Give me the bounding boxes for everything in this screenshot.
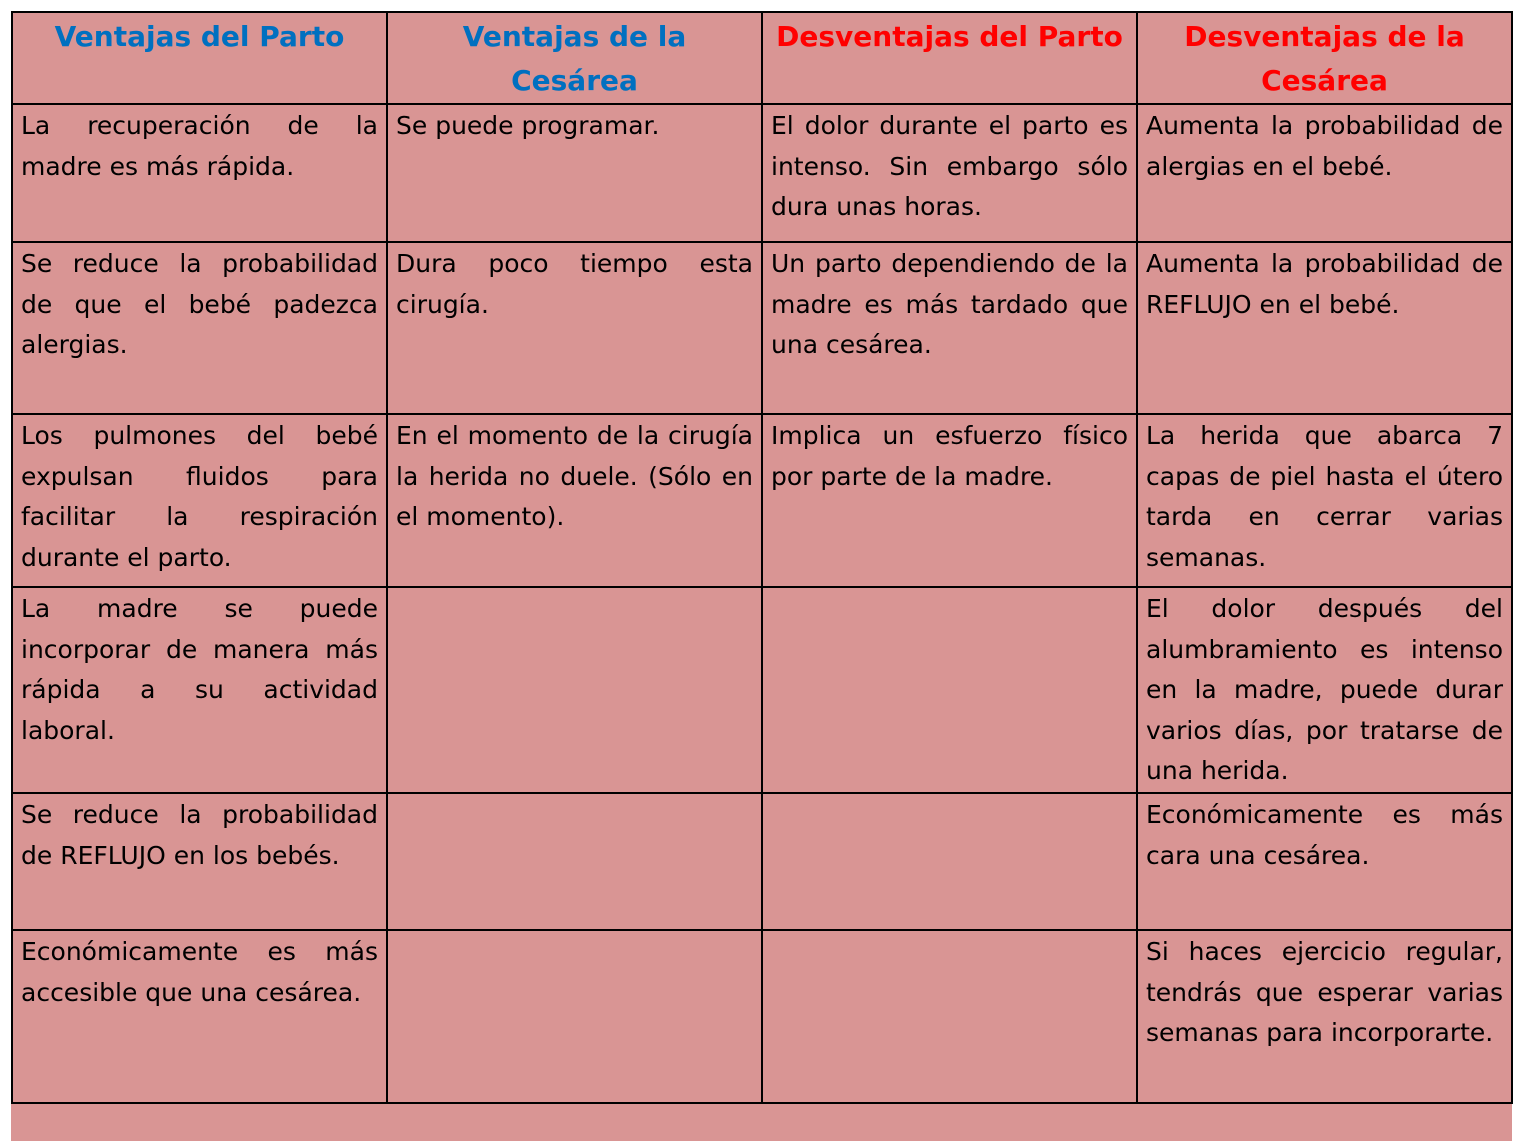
table-cell: Económicamente es más accesible que una cesárea. [12,930,387,1103]
header-ventajas-parto: Ventajas del Parto [12,12,387,104]
table-cell: Se reduce la probabilidad de que el bebé padezca alergias. [12,242,387,414]
table-cell: En el momento de la cirugía la herida no duele. (Sólo en el momento). [387,414,762,587]
header-desventajas-cesarea: Desventajas de la Cesárea [1137,12,1512,104]
table-cell: El dolor después del alumbramiento es intenso en la madre, puede durar varios días, por tratarse de una herida. [1137,587,1512,793]
table-cell [762,930,1137,1103]
table-cell: Un parto dependiendo de la madre es más tardado que una cesárea. [762,242,1137,414]
table-row [12,104,1512,242]
header-row [12,12,1512,104]
table-cell: Implica un esfuerzo físico por parte de la madre. [762,414,1137,587]
table-cell: La herida que abarca 7 capas de piel hasta el útero tarda en cerrar varias semanas. [1137,414,1512,587]
table-cell [387,930,762,1103]
header-desventajas-parto: Desventajas del Parto [762,12,1137,104]
table-cell: La madre se puede incorporar de manera más rápida a su actividad laboral. [12,587,387,793]
table-row [12,793,1512,930]
table-cell [762,587,1137,793]
table-cell: Los pulmones del bebé expulsan fluidos para facilitar la respiración durante el parto. [12,414,387,587]
table-cell: El dolor durante el parto es intenso. Sin embargo sólo dura unas horas. [762,104,1137,242]
table-cell [762,793,1137,930]
table-row [12,930,1512,1103]
table-cell: Se reduce la probabilidad de REFLUJO en los bebés. [12,793,387,930]
table-cell: Económicamente es más cara una cesárea. [1137,793,1512,930]
comparison-table [11,11,1513,1104]
header-ventajas-cesarea: Ventajas de la Cesárea [387,12,762,104]
table-row [12,587,1512,793]
table-cell: Si haces ejercicio regular, tendrás que esperar varias semanas para incorporarte. [1137,930,1512,1103]
table-cell: Aumenta la probabilidad de REFLUJO en el bebé. [1137,242,1512,414]
table-cell [387,793,762,930]
table-cell: Aumenta la probabilidad de alergias en el bebé. [1137,104,1512,242]
table-row [12,414,1512,587]
table-cell: La recuperación de la madre es más rápida. [12,104,387,242]
table-cell: Se puede programar. [387,104,762,242]
table-cell [387,587,762,793]
table-row [12,242,1512,414]
table-cell: Dura poco tiempo esta cirugía. [387,242,762,414]
